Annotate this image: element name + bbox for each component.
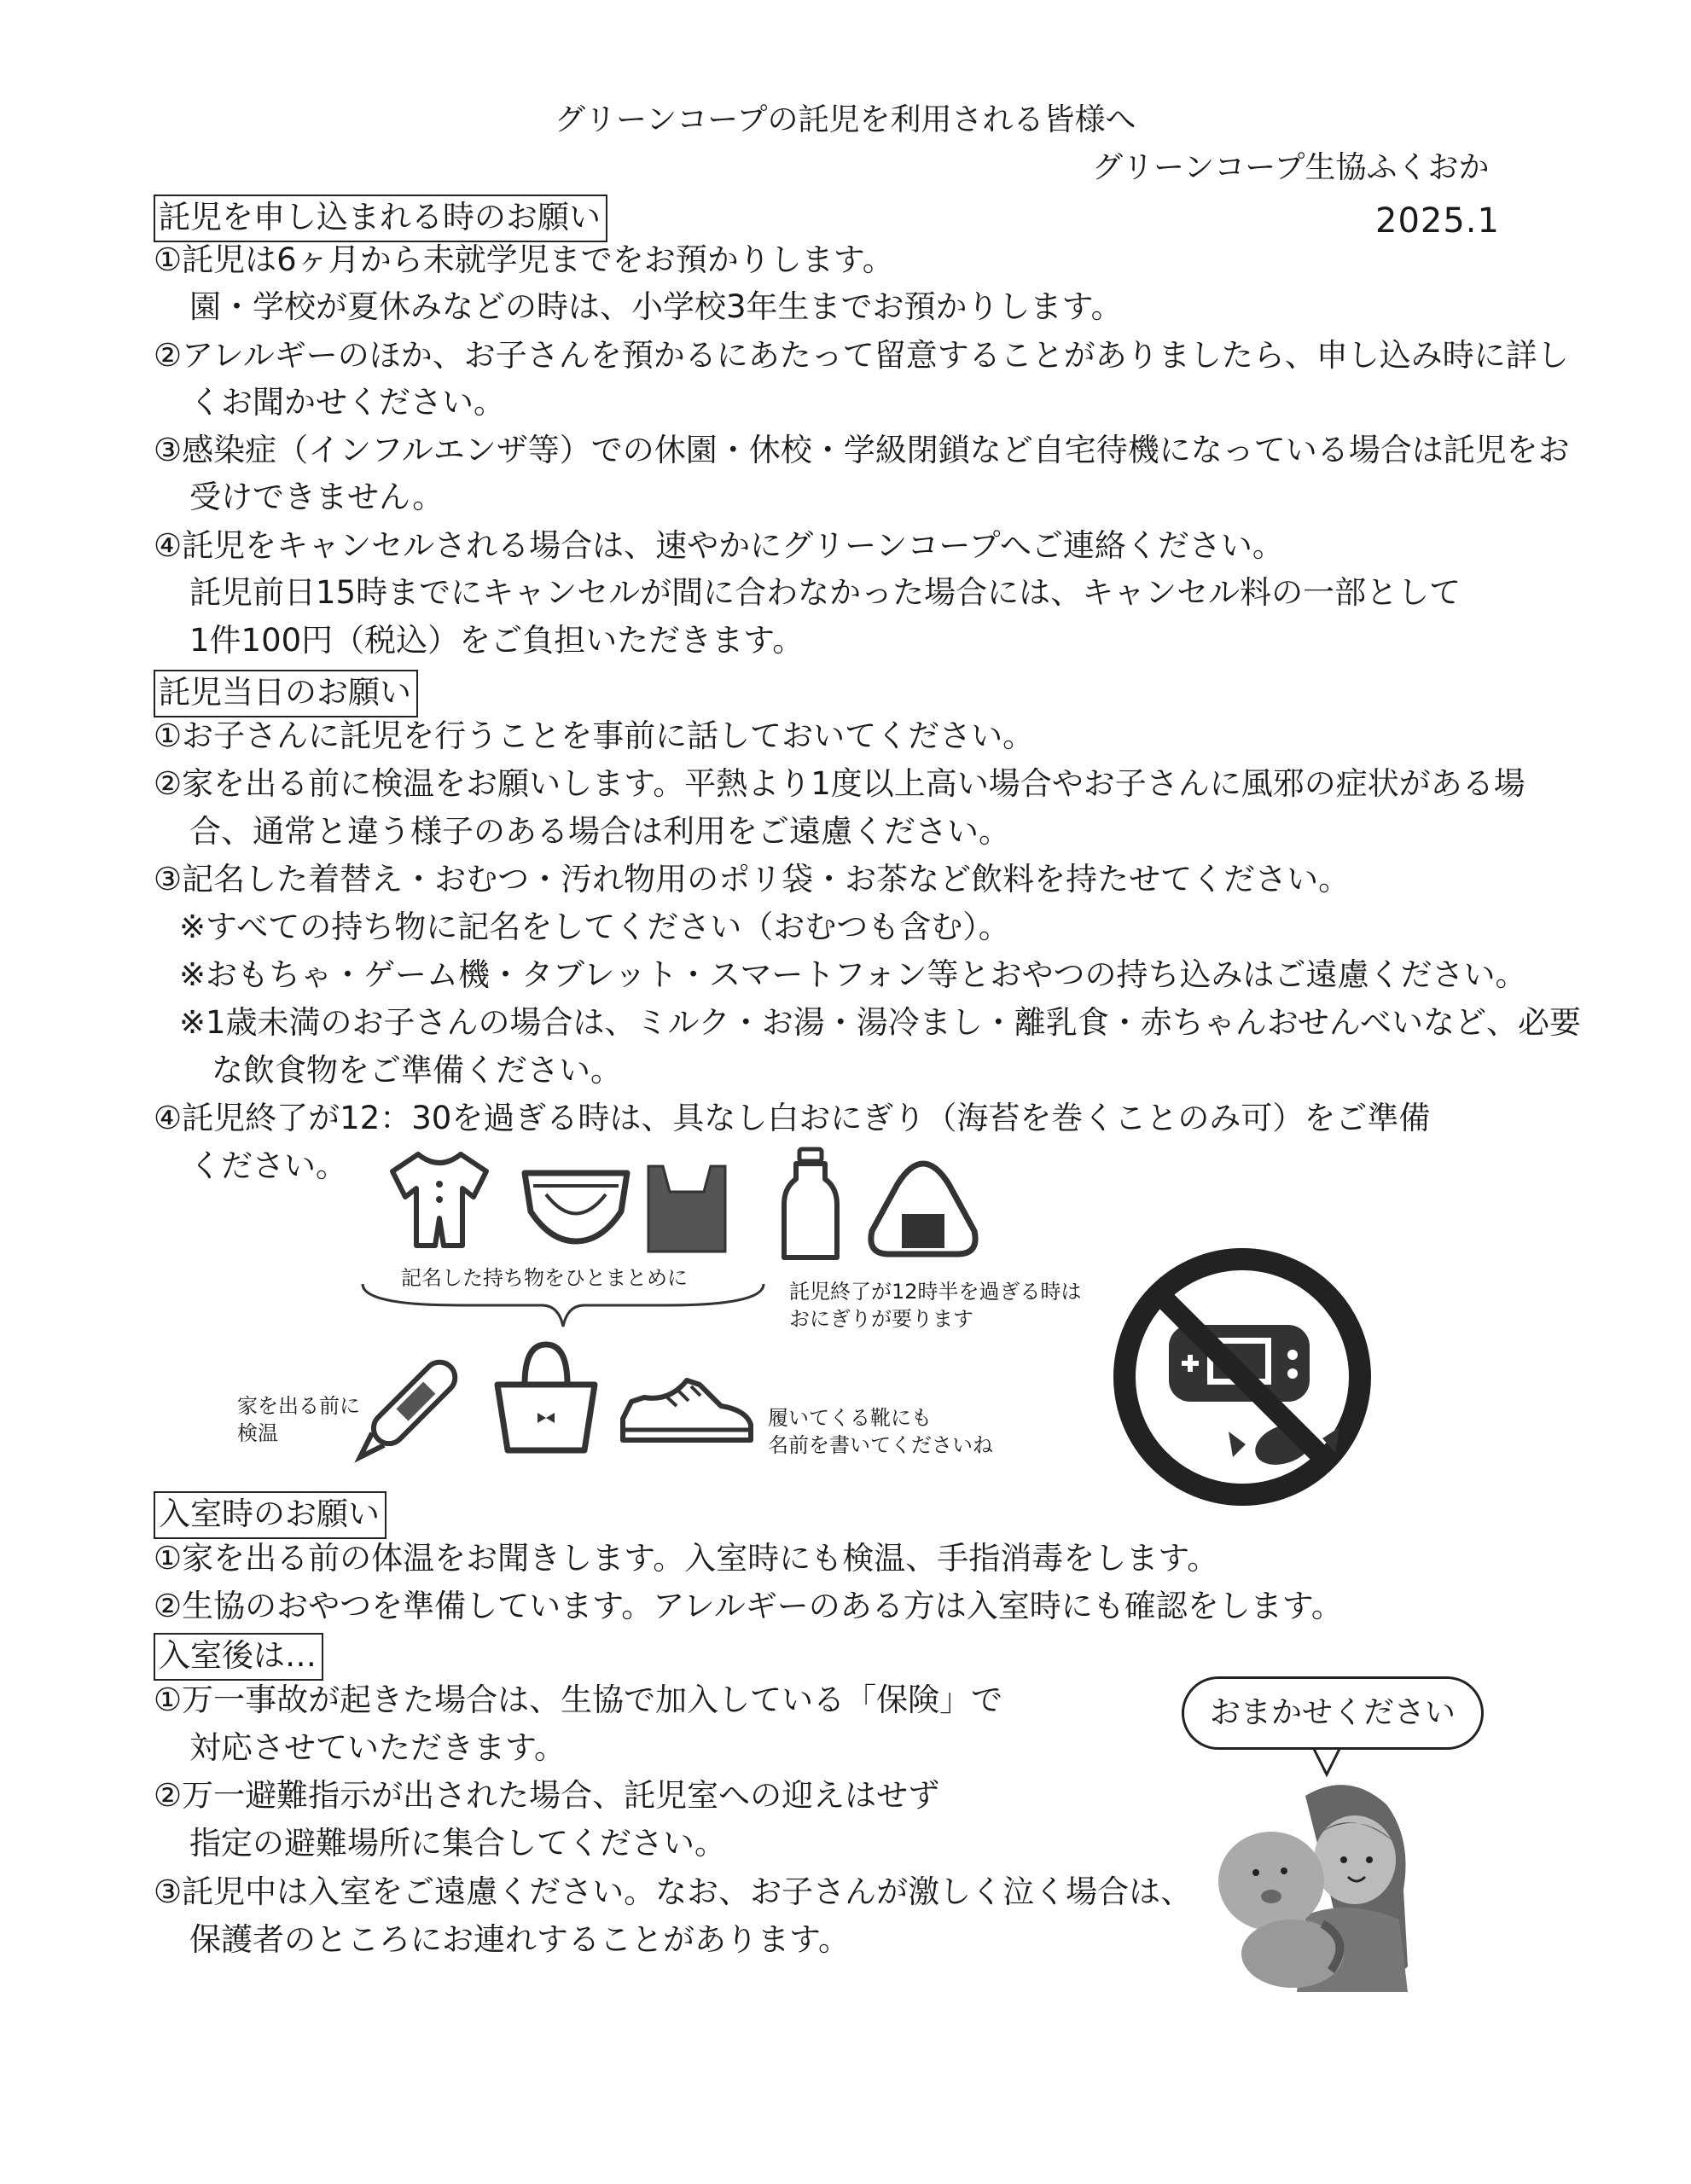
caption-onigiri-2: おにぎりが要ります xyxy=(789,1307,973,1331)
application-line-7: ④託児をキャンセルされる場合は、速やかにグリーンコープへご連絡ください。 xyxy=(154,527,1284,564)
section-heading-entry: 入室時のお願い xyxy=(154,1491,386,1539)
organization-name: グリーンコープ生協ふくおか xyxy=(1092,150,1490,185)
entry-line-1: ①家を出る前の体温をお聞きします。入室時にも検温、手指消毒をします。 xyxy=(154,1540,1219,1577)
dayof-note-3-cont: な飲食物をご準備ください。 xyxy=(212,1052,622,1089)
section-heading-application: 託児を申し込まれる時のお願い xyxy=(154,195,607,242)
caption-shoes-1: 履いてくる靴にも xyxy=(768,1406,932,1430)
dayof-note-3: ※1歳未満のお子さんの場合は、ミルク・お湯・湯冷まし・離乳食・赤ちゃんおせんべいなど、必要 xyxy=(179,1004,1581,1041)
application-line-2: 園・学校が夏休みなどの時は、小学校3年生までお預かりします。 xyxy=(189,288,1123,325)
application-line-8: 託児前日15時までにキャンセルが間に合わなかった場合には、キャンセル料の一部として xyxy=(189,574,1461,611)
application-line-4: くお聞かせください。 xyxy=(189,384,505,421)
dayof-line-3: 合、通常と違う様子のある場合は利用をご遠慮ください。 xyxy=(189,813,1010,850)
application-line-9: 1件100円（税込）をご負担いただきます。 xyxy=(189,622,805,659)
plastic-bag-icon xyxy=(644,1162,729,1256)
issue-date: 2025.1 xyxy=(1375,201,1500,241)
caption-onigiri-1: 託児終了が12時半を過ぎる時は xyxy=(789,1280,1082,1304)
after-line-6: 保護者のところにお連れすることがあります。 xyxy=(189,1921,851,1958)
no-games-snacks-icon xyxy=(1109,1244,1375,1510)
application-line-5: ③感染症（インフルエンザ等）での休園・休校・学級閉鎖など自宅待機になっている場合は託児をお xyxy=(154,432,1570,468)
after-line-4: 指定の避難場所に集合してください。 xyxy=(189,1825,726,1862)
baby-clothes-icon xyxy=(384,1150,495,1252)
dayof-line-2: ②家を出る前に検温をお願いします。平熱より1度以上高い場合やお子さんに風邪の症状がある場 xyxy=(154,765,1525,802)
speech-bubble: おまかせください xyxy=(1182,1676,1484,1750)
dayof-line-4: ③記名した着替え・おむつ・汚れ物用のポリ袋・お茶など飲料を持たせてください。 xyxy=(154,861,1351,897)
thermometer-icon xyxy=(346,1356,465,1467)
after-line-3: ②万一避難指示が出された場合、託児室への迎えはせず xyxy=(154,1777,940,1814)
onigiri-icon xyxy=(863,1159,983,1261)
section-heading-day-of: 託児当日のお願い xyxy=(154,670,418,717)
caption-temp-2: 検温 xyxy=(237,1421,278,1445)
after-line-1: ①万一事故が起きた場合は、生協で加入している「保険」で xyxy=(154,1682,1003,1718)
entry-line-2: ②生協のおやつを準備しています。アレルギーのある方は入室時にも確認をします。 xyxy=(154,1588,1343,1624)
section-heading-after-entry: 入室後は… xyxy=(154,1633,323,1681)
application-line-1: ①託児は6ヶ月から未就学児までをお預かりします。 xyxy=(154,241,894,278)
caption-temp-1: 家を出る前に xyxy=(237,1394,360,1418)
dayof-note-2: ※おもちゃ・ゲーム機・タブレット・スマートフォン等とおやつの持ち込みはご遠慮ください。 xyxy=(179,956,1527,993)
page-title: グリーンコープの託児を利用される皆様へ xyxy=(555,102,1136,137)
drink-bottle-icon xyxy=(781,1145,840,1264)
caption-shoes-2: 名前を書いてくださいね xyxy=(768,1433,993,1457)
application-line-6: 受けできません。 xyxy=(189,479,445,515)
mother-child-illustration xyxy=(1203,1770,1433,2001)
dayof-line-6: ください。 xyxy=(189,1147,347,1184)
dayof-note-1: ※すべての持ち物に記名をしてください（おむつも含む）。 xyxy=(179,909,1010,945)
after-line-2: 対応させていただきます。 xyxy=(189,1729,567,1766)
after-line-5: ③託児中は入室をご遠慮ください。なお、お子さんが激しく泣く場合は、 xyxy=(154,1873,1193,1910)
dayof-line-5: ④託児終了が12：30を過ぎる時は、具なし白おにぎり（海苔を巻くことのみ可）をご準備 xyxy=(154,1100,1431,1136)
dayof-line-1: ①お子さんに託児を行うことを事前に話しておいてください。 xyxy=(154,717,1035,754)
application-line-3: ②アレルギーのほか、お子さんを預かるにあたって留意することがありましたら、申し込み時に詳し xyxy=(154,337,1569,374)
diaper-icon xyxy=(520,1169,631,1246)
tote-bag-icon xyxy=(491,1338,601,1457)
shoe-icon xyxy=(619,1372,755,1449)
caption-items: 記名した持ち物をひとまとめに xyxy=(401,1266,688,1290)
